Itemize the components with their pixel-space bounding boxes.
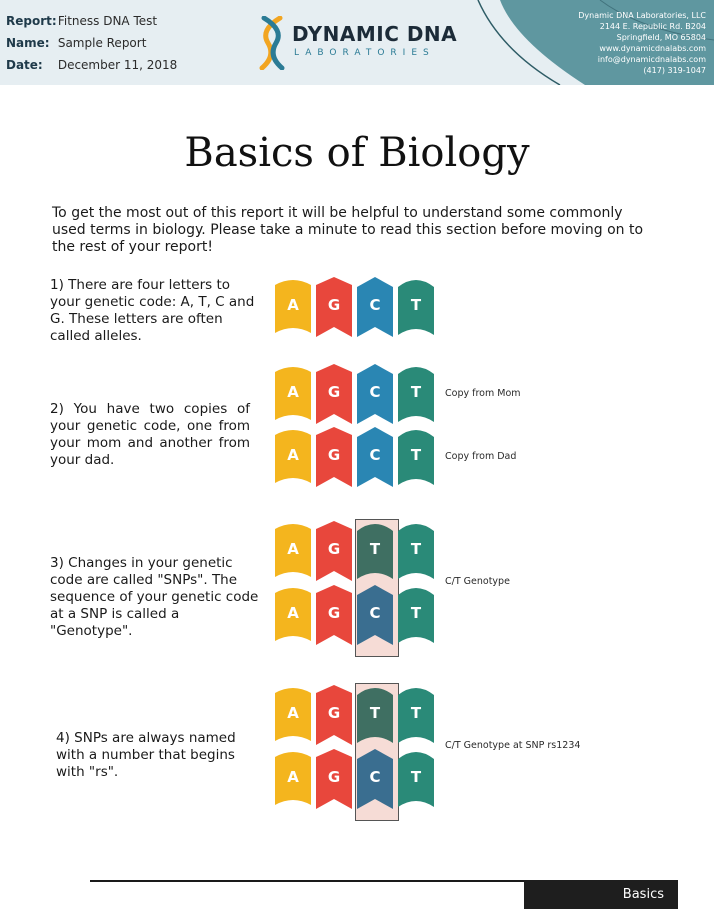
step-4-text: 4) SNPs are always named with a number that begins with "rs". xyxy=(56,730,236,780)
page-title: Basics of Biology xyxy=(184,130,530,176)
allele-t xyxy=(398,277,434,337)
allele-a xyxy=(275,521,311,581)
allele-t-highlighted xyxy=(357,685,393,745)
allele-letter: A xyxy=(287,768,299,786)
allele-row-mom xyxy=(275,364,440,428)
contact-phone: (417) 319-1047 xyxy=(643,66,706,75)
contact-city: Springfield, MO 65804 xyxy=(616,33,706,42)
allele-letter: G xyxy=(327,383,341,401)
allele-letter: T xyxy=(369,704,381,722)
allele-a xyxy=(275,277,311,337)
contact-address: 2144 E. Republic Rd. B204 xyxy=(599,22,706,31)
date-row xyxy=(6,54,177,76)
allele-row-basic xyxy=(275,277,440,341)
allele-t xyxy=(398,521,434,581)
allele-c-highlighted xyxy=(357,749,393,809)
report-row xyxy=(6,10,177,32)
allele-letter: A xyxy=(287,540,299,558)
allele-a xyxy=(275,585,311,645)
allele-row-snp-bottom xyxy=(275,749,440,813)
allele-letter: A xyxy=(287,296,299,314)
allele-c xyxy=(357,364,393,424)
allele-letter: T xyxy=(410,604,422,622)
allele-row-genotype-top xyxy=(275,521,440,585)
allele-letter: G xyxy=(327,296,341,314)
allele-g xyxy=(316,277,352,337)
allele-letter: T xyxy=(410,446,422,464)
dna-helix-icon xyxy=(258,16,288,70)
name-row xyxy=(6,32,177,54)
caption-genotype: C/T Genotype xyxy=(445,576,510,587)
allele-t xyxy=(398,585,434,645)
allele-letter: G xyxy=(327,704,341,722)
allele-g xyxy=(316,427,352,487)
allele-t xyxy=(398,427,434,487)
page-header xyxy=(0,0,714,85)
contact-company: Dynamic DNA Laboratories, LLC xyxy=(578,11,706,20)
date-label: Date: xyxy=(6,58,43,72)
name-value: Sample Report xyxy=(57,36,147,50)
allele-row-snp-top xyxy=(275,685,440,749)
allele-letter: C xyxy=(369,768,381,786)
allele-t xyxy=(398,364,434,424)
logo-title: DYNAMIC DNA xyxy=(292,22,458,46)
allele-letter: A xyxy=(287,446,299,464)
allele-letter: T xyxy=(410,704,422,722)
report-meta xyxy=(6,10,177,76)
allele-letter: G xyxy=(327,604,341,622)
allele-letter: G xyxy=(327,768,341,786)
allele-g xyxy=(316,685,352,745)
logo-subtitle: LABORATORIES xyxy=(294,48,435,58)
company-logo xyxy=(258,16,458,70)
contact-info xyxy=(578,10,706,76)
allele-a xyxy=(275,427,311,487)
allele-g xyxy=(316,521,352,581)
date-value: December 11, 2018 xyxy=(57,58,178,72)
allele-c xyxy=(357,277,393,337)
report-value: Fitness DNA Test xyxy=(57,14,158,28)
allele-letter: T xyxy=(410,768,422,786)
footer-section-label: Basics xyxy=(622,887,664,902)
allele-letter: A xyxy=(287,383,299,401)
allele-letter: A xyxy=(287,604,299,622)
allele-c-highlighted xyxy=(357,585,393,645)
allele-letter: A xyxy=(287,704,299,722)
report-label: Report: xyxy=(6,14,57,28)
allele-t xyxy=(398,685,434,745)
allele-letter: T xyxy=(410,296,422,314)
allele-row-genotype-bottom xyxy=(275,585,440,649)
allele-letter: G xyxy=(327,446,341,464)
allele-a xyxy=(275,364,311,424)
step-1-text: 1) There are four letters to your genetic code: A, T, C and G. These letters are often called alleles. xyxy=(50,277,255,344)
allele-letter: C xyxy=(369,383,381,401)
step-3-text: 3) Changes in your genetic code are called "SNPs". The sequence of your genetic code at a SNP is called a "Genotype". xyxy=(50,555,259,639)
allele-row-dad xyxy=(275,427,440,491)
allele-letter: T xyxy=(410,540,422,558)
caption-genotype-snp: C/T Genotype at SNP rs1234 xyxy=(445,740,581,751)
allele-c xyxy=(357,427,393,487)
step-2-text: 2) You have two copies of your genetic code, one from your mom and another from your dad. xyxy=(50,401,250,468)
contact-email: info@dynamicdnalabs.com xyxy=(597,55,706,64)
footer-section-tab xyxy=(524,880,678,909)
allele-t xyxy=(398,749,434,809)
allele-letter: G xyxy=(327,540,341,558)
allele-letter: T xyxy=(410,383,422,401)
allele-g xyxy=(316,585,352,645)
allele-letter: C xyxy=(369,296,381,314)
allele-a xyxy=(275,749,311,809)
allele-letter: C xyxy=(369,604,381,622)
allele-g xyxy=(316,749,352,809)
allele-g xyxy=(316,364,352,424)
name-label: Name: xyxy=(6,36,50,50)
allele-letter: T xyxy=(369,540,381,558)
caption-copy-from-dad: Copy from Dad xyxy=(445,451,517,462)
allele-letter: C xyxy=(369,446,381,464)
allele-t-highlighted xyxy=(357,521,393,581)
caption-copy-from-mom: Copy from Mom xyxy=(445,388,521,399)
allele-a xyxy=(275,685,311,745)
contact-website: www.dynamicdnalabs.com xyxy=(599,44,706,53)
intro-paragraph: To get the most out of this report it will be helpful to understand some commonly used terms in biology. Please take a minute to read this section before moving on to the rest of your report! xyxy=(52,205,644,255)
